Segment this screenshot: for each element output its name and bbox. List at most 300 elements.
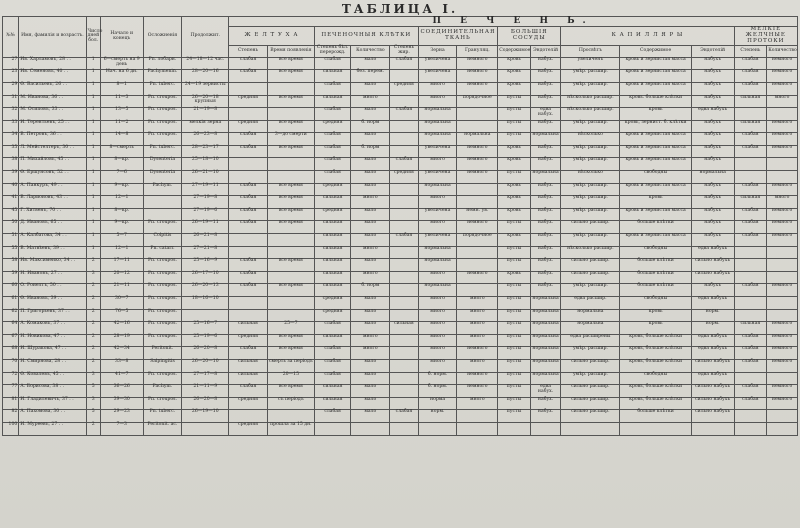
cell-finding: сильная [229,322,268,335]
cell-finding [390,334,419,347]
cell-finding: набух. [530,183,561,196]
cell-finding: увеличена [418,171,457,184]
cell-finding: много [418,347,457,360]
cell-finding: немного [457,372,498,385]
cell-duration: 26—20—8 [182,347,229,360]
cell-finding: нормальна [530,133,561,146]
cell-duration: 26—20—10 [182,359,229,372]
cell-finding: сильная [314,221,351,234]
cell-finding: едва расширены [561,334,620,347]
cell-name: Ѳ. Ершунсовъ, 52 . . [19,171,86,184]
cell-finding [390,133,419,146]
cell-complication: Pn. лобарн. [143,57,182,70]
cell-num: 40 [3,183,19,196]
cell-finding [734,309,767,322]
cell-finding: набухъ [691,82,734,95]
cell-finding: б. норм [351,120,390,133]
cell-num: 39 [3,171,19,184]
cell-finding: умѣр. расшир. [561,347,620,360]
cell-finding: много [351,246,390,259]
cell-finding [767,372,798,385]
cell-finding: нормальна [561,309,620,322]
cell-num: 61 [3,297,19,310]
cell-finding: немного [457,82,498,95]
cell-finding: свободны [620,171,691,184]
cell-days: 5 [86,385,100,398]
cell-name: М. Иванова, 36 . . [19,95,86,108]
cell-finding: нѣсколько [561,133,620,146]
cell-duration [182,422,229,435]
cell-duration: 28—23—17 [182,145,229,158]
cell-days: 2 [86,322,100,335]
cell-finding: средняя [229,120,268,133]
cell-complication: Pn. tuberc. [143,82,182,95]
cell-finding: сильно расшир. [561,259,620,272]
cell-finding: кровь, больше клѣтки [620,347,691,360]
cell-num: 29 [3,82,19,95]
sub-header: Зерна [418,45,457,57]
cell-finding: слабая [390,57,419,70]
cell-num: 23 [3,70,19,83]
col-name: Имя, фамилія и возрастъ. [19,17,86,58]
cell-finding: пусты [498,221,531,234]
cell-finding [390,385,419,398]
cell-name: И. Муреевъ, 27 . . [19,422,86,435]
cell-start: 41—7 [100,372,143,385]
cell-finding: немного [767,385,798,398]
cell-finding [267,246,314,259]
cell-finding: умѣр. расшир. [561,120,620,133]
cell-finding [734,246,767,259]
cell-finding [390,271,419,284]
cell-finding: едва набухъ [691,108,734,121]
cell-finding: слабая [734,208,767,221]
cell-start: 21—11 [100,284,143,297]
cell-finding: кровь, больше клѣтки [620,334,691,347]
cell-finding [390,208,419,221]
cell-finding: немного [767,57,798,70]
cell-finding: нормальна [530,309,561,322]
cell-finding: все время [267,95,314,108]
cell-complication: Pachymenin. [143,70,182,83]
cell-finding: сильно набухъ [691,259,734,272]
cell-finding: кровь и зернистая масса [620,234,691,247]
cell-duration: 25—16—7 [182,322,229,335]
cell-finding: смерть за періодъ [267,359,314,372]
cell-finding: пусты [498,410,531,423]
cell-finding [767,297,798,310]
cell-finding: нормальна [418,120,457,133]
cell-finding: умѣр. расшир. [561,234,620,247]
cell-finding [457,284,498,297]
cell-finding: сильная [314,234,351,247]
cell-days: 1 [86,57,100,70]
cell-finding: слабая [390,158,419,171]
group-jaundice: Ж Е Л Т У Х А [229,27,315,45]
cell-name: Ѳ. Ивановъ, 39 . . [19,297,86,310]
cell-finding [267,158,314,171]
cell-finding: б. норм [351,145,390,158]
table-row [3,70,798,83]
cell-finding: набух. [530,246,561,259]
cell-finding: нормальна [530,297,561,310]
cell-finding: набухъ [691,120,734,133]
cell-complication: Pn. croupos. [143,95,182,108]
cell-finding: кровь и зернистая масса [620,133,691,146]
cell-num: 27 [3,57,19,70]
cell-finding: едва набух. [530,385,561,398]
cell-finding [267,82,314,95]
cell-finding: пусты [498,284,531,297]
cell-num: 55 [3,246,19,259]
cell-complication: Colpitis [143,234,182,247]
cell-finding: кровь [498,196,531,209]
cell-duration: 27—19—11 [182,183,229,196]
cell-days: 1 [86,208,100,221]
cell-finding: слабая [734,145,767,158]
cell-duration: 26—20—8 [182,397,229,410]
data-table [2,16,798,436]
cell-finding: нормальна [530,359,561,372]
cell-finding: слабая [734,57,767,70]
cell-finding: умѣр. расшир. [561,196,620,209]
cell-finding [457,183,498,196]
cell-finding: слабая [229,196,268,209]
cell-finding: средняя [314,309,351,322]
cell-finding [267,234,314,247]
cell-finding: мало [351,82,390,95]
cell-start: 39—30 [100,397,143,410]
cell-finding: много [418,309,457,322]
cell-days: 1 [86,145,100,158]
cell-num: 31 [3,95,19,108]
cell-start: 17—11 [100,259,143,272]
cell-finding: много [351,334,390,347]
cell-days: 1 [86,120,100,133]
cell-num: 41 [3,196,19,209]
cell-finding: слабая [314,82,351,95]
cell-finding [767,271,798,284]
cell-finding: слабая [734,359,767,372]
table-row [3,422,798,435]
cell-duration: 25—19—6 [182,334,229,347]
cell-start: 36—26 [100,385,143,398]
cell-finding: слабая [734,385,767,398]
cell-duration: 25—16—9 [182,259,229,272]
cell-finding: прошла за 15 дн. [267,422,314,435]
cell-finding [457,108,498,121]
cell-finding: пусты [498,297,531,310]
cell-finding: немн. ув. [457,208,498,221]
table-row [3,234,798,247]
cell-finding: слабая [229,70,268,83]
cell-finding: сильная [314,70,351,83]
cell-finding: мало [351,133,390,146]
cell-finding: много [418,334,457,347]
cell-finding: сильно набухъ [691,385,734,398]
cell-finding: едва набухъ [691,347,734,360]
group-ducts: МЕЛКІЕ ЖЕЛЧНЫЕ ПРОТОКИ [734,27,797,45]
cell-start: 30—7 [100,297,143,310]
cell-finding: нормальна [561,322,620,335]
cell-finding: слабая [390,234,419,247]
cell-complication: Pn. croupos. [143,120,182,133]
cell-num: 33 [3,120,19,133]
table-row [3,309,798,322]
cell-finding [390,347,419,360]
cell-num: 32 [3,108,19,121]
cell-days: 1 [86,108,100,121]
cell-finding: много [457,397,498,410]
cell-finding: много [418,158,457,171]
cell-finding [767,410,798,423]
cell-finding: пусты [498,372,531,385]
cell-finding: пусты [498,246,531,259]
cell-finding: нѣсколько расшир. [561,246,620,259]
cell-finding: мало [351,158,390,171]
group-connective: СОЕДИНИТЕЛЬНАЯ ТКАНЬ [418,27,497,45]
cell-finding: слабая [734,334,767,347]
cell-finding: кровь и зернистая масса [620,208,691,221]
cell-finding: набухъ [691,145,734,158]
cell-finding [767,108,798,121]
cell-finding: слабая [229,347,268,360]
cell-finding: слабая [734,397,767,410]
cell-finding: много [418,359,457,372]
sub-header: Содержимое [620,45,691,57]
cell-num: 68 [3,347,19,360]
cell-finding: немного [457,145,498,158]
cell-finding [390,309,419,322]
cell-finding: пусты [498,334,531,347]
cell-finding: слабая [229,183,268,196]
cell-complication: Pn. croupos. [143,309,182,322]
cell-finding [390,70,419,83]
group-liver: П Е Ч Е Н Ь. [229,17,798,27]
cell-finding: слабая [390,108,419,121]
table-row [3,284,798,297]
cell-finding: все время [267,385,314,398]
cell-finding: набухъ [691,234,734,247]
cell-finding: немного [457,271,498,284]
cell-finding: немного [457,70,498,83]
cell-start: 9—кр. [100,183,143,196]
sub-header: Степень [734,45,767,57]
cell-finding: б. норм. [418,372,457,385]
cell-finding: больше клѣтки [620,221,691,234]
cell-name: Д. Ивановъ, 65 . . [19,221,86,234]
table-row [3,334,798,347]
cell-name: Л. Мейстелтеръ, 30 . . [19,145,86,158]
cell-finding: пусты [498,347,531,360]
cell-finding: б. норм. [418,385,457,398]
cell-num: 64 [3,322,19,335]
cell-complication: Pn. croupos. [143,271,182,284]
cell-days: 3 [86,271,100,284]
cell-finding: много [418,297,457,310]
cell-start: 8—смерть [100,145,143,158]
cell-duration: 18—16—10 [182,297,229,310]
cell-finding: слабая [314,322,351,335]
cell-finding: нормальна [418,284,457,297]
cell-days: 1 [86,221,100,234]
cell-finding [390,221,419,234]
cell-finding: сильно расшир. [561,397,620,410]
group-capillaries: К А П И Л Л Я Р Ы [561,27,734,45]
cell-finding: мало [351,297,390,310]
cell-finding: свободны [620,297,691,310]
sub-header: Просвѣтъ [561,45,620,57]
cell-complication: Pn. croupos. [143,397,182,410]
cell-finding: немного [767,284,798,297]
cell-duration: 26—19—11 [182,221,229,234]
cell-finding: кровь [498,208,531,221]
cell-start: 8—кр. [100,208,143,221]
cell-finding: все время [267,284,314,297]
cell-finding: кровь, больше клѣтки [620,397,691,410]
cell-finding: кровь и зернистая масса [620,183,691,196]
cell-finding: нормальна [457,133,498,146]
cell-finding: увеличена [418,70,457,83]
cell-finding [767,259,798,272]
cell-complication: Pn. croupos. [143,322,182,335]
cell-finding: кровь [498,57,531,70]
cell-finding: мало [351,372,390,385]
cell-finding: слабая [734,234,767,247]
cell-finding: кровь и зернистая масса [620,145,691,158]
cell-finding [229,234,268,247]
cell-finding: сильная [314,397,351,410]
cell-finding: умѣр. расшир. [561,70,620,83]
cell-finding: средняя [229,334,268,347]
cell-finding: мало [351,208,390,221]
cell-finding: сильно расшир. [561,221,620,234]
cell-name: Ив. Максименко, 34 . . [19,259,86,272]
cell-finding: нормальна [530,347,561,360]
cell-finding: немного [767,334,798,347]
cell-finding [390,359,419,372]
cell-duration: 27—17—8 [182,372,229,385]
cell-finding [691,422,734,435]
cell-finding: едва набухъ [691,297,734,310]
cell-finding: набух. [530,221,561,234]
cell-finding: набух. [530,259,561,272]
cell-finding: слабая [314,372,351,385]
cell-name: В. Ларионовъ, 43 . . [19,196,86,209]
cell-finding [267,410,314,423]
cell-finding: много [457,334,498,347]
cell-complication: Peritonit. ac. [143,422,182,435]
cell-finding: нѣсколько расшир. [561,108,620,121]
cell-finding [734,297,767,310]
cell-finding: слабая [314,57,351,70]
sub-header: Количество [767,45,798,57]
cell-finding: едва набухъ [691,372,734,385]
cell-finding: немного [767,183,798,196]
cell-finding: слабая [229,259,268,272]
cell-finding [457,120,498,133]
cell-name: И. Гладилевичъ, 37 . . [19,397,86,410]
cell-finding: кровь [620,196,691,209]
cell-finding: все время [267,145,314,158]
cell-finding: немного [457,385,498,398]
cell-days: 1 [86,196,100,209]
cell-finding: много [351,271,390,284]
cell-finding: набух. [530,57,561,70]
cell-finding [530,422,561,435]
cell-name: В. Петровъ, 36 . . [19,133,86,146]
cell-finding: набухъ [691,284,734,297]
cell-finding [390,196,419,209]
cell-finding: нормальна [530,322,561,335]
cell-start: 11—2 [100,120,143,133]
cell-finding: все время [267,183,314,196]
cell-finding: увеличена [418,57,457,70]
cell-finding: набухъ [691,95,734,108]
cell-finding: немного [767,133,798,146]
cell-finding: больше клѣтки [620,410,691,423]
cell-finding [390,183,419,196]
cell-complication: Pn. croupos. [143,284,182,297]
cell-finding: мало [351,234,390,247]
cell-finding [267,108,314,121]
cell-finding: средняя [390,82,419,95]
cell-name: А. Комаковъ, 37 . . [19,322,86,335]
cell-finding [734,259,767,272]
cell-finding: все время [267,347,314,360]
cell-finding: мало [351,57,390,70]
cell-days: 2 [86,347,100,360]
cell-start: 20—12 [100,271,143,284]
cell-name: А. Панкуръ, 49 . . [19,183,86,196]
table-row [3,120,798,133]
cell-duration: 24—18—12 час. [182,57,229,70]
sub-header: Содержимое [498,45,531,57]
cell-finding [734,108,767,121]
cell-finding: слабая [314,410,351,423]
cell-finding: много [418,221,457,234]
table-row [3,171,798,184]
sub-header: Степень жир. [390,45,419,57]
cell-finding: увеличена [418,234,457,247]
cell-days: 3 [86,397,100,410]
sub-header: Эндотелій [691,45,734,57]
cell-finding: сильная [734,196,767,209]
cell-finding: кровь, зернист. б. клѣтки [620,120,691,133]
cell-finding: все время [267,196,314,209]
cell-finding: набухъ [691,196,734,209]
cell-complication: Pn. croupos. [143,334,182,347]
col-complication: Осложненія [143,17,182,58]
cell-finding: немного [457,347,498,360]
cell-finding: немного [457,158,498,171]
cell-finding: пусты [498,133,531,146]
cell-days: 1 [86,158,100,171]
table-row [3,297,798,310]
cell-finding: немного [767,397,798,410]
cell-finding: мало [351,359,390,372]
cell-finding [390,120,419,133]
cell-finding: немного [767,82,798,95]
cell-num: 81 [3,397,19,410]
cell-finding: едва набух. [530,108,561,121]
cell-finding: много [351,95,390,108]
table-row [3,158,798,171]
cell-finding [418,422,457,435]
col-days: Число дней бол. [86,17,100,58]
cell-days: 1 [86,246,100,259]
cell-name: А. Пахомова, 30 . . [19,410,86,423]
